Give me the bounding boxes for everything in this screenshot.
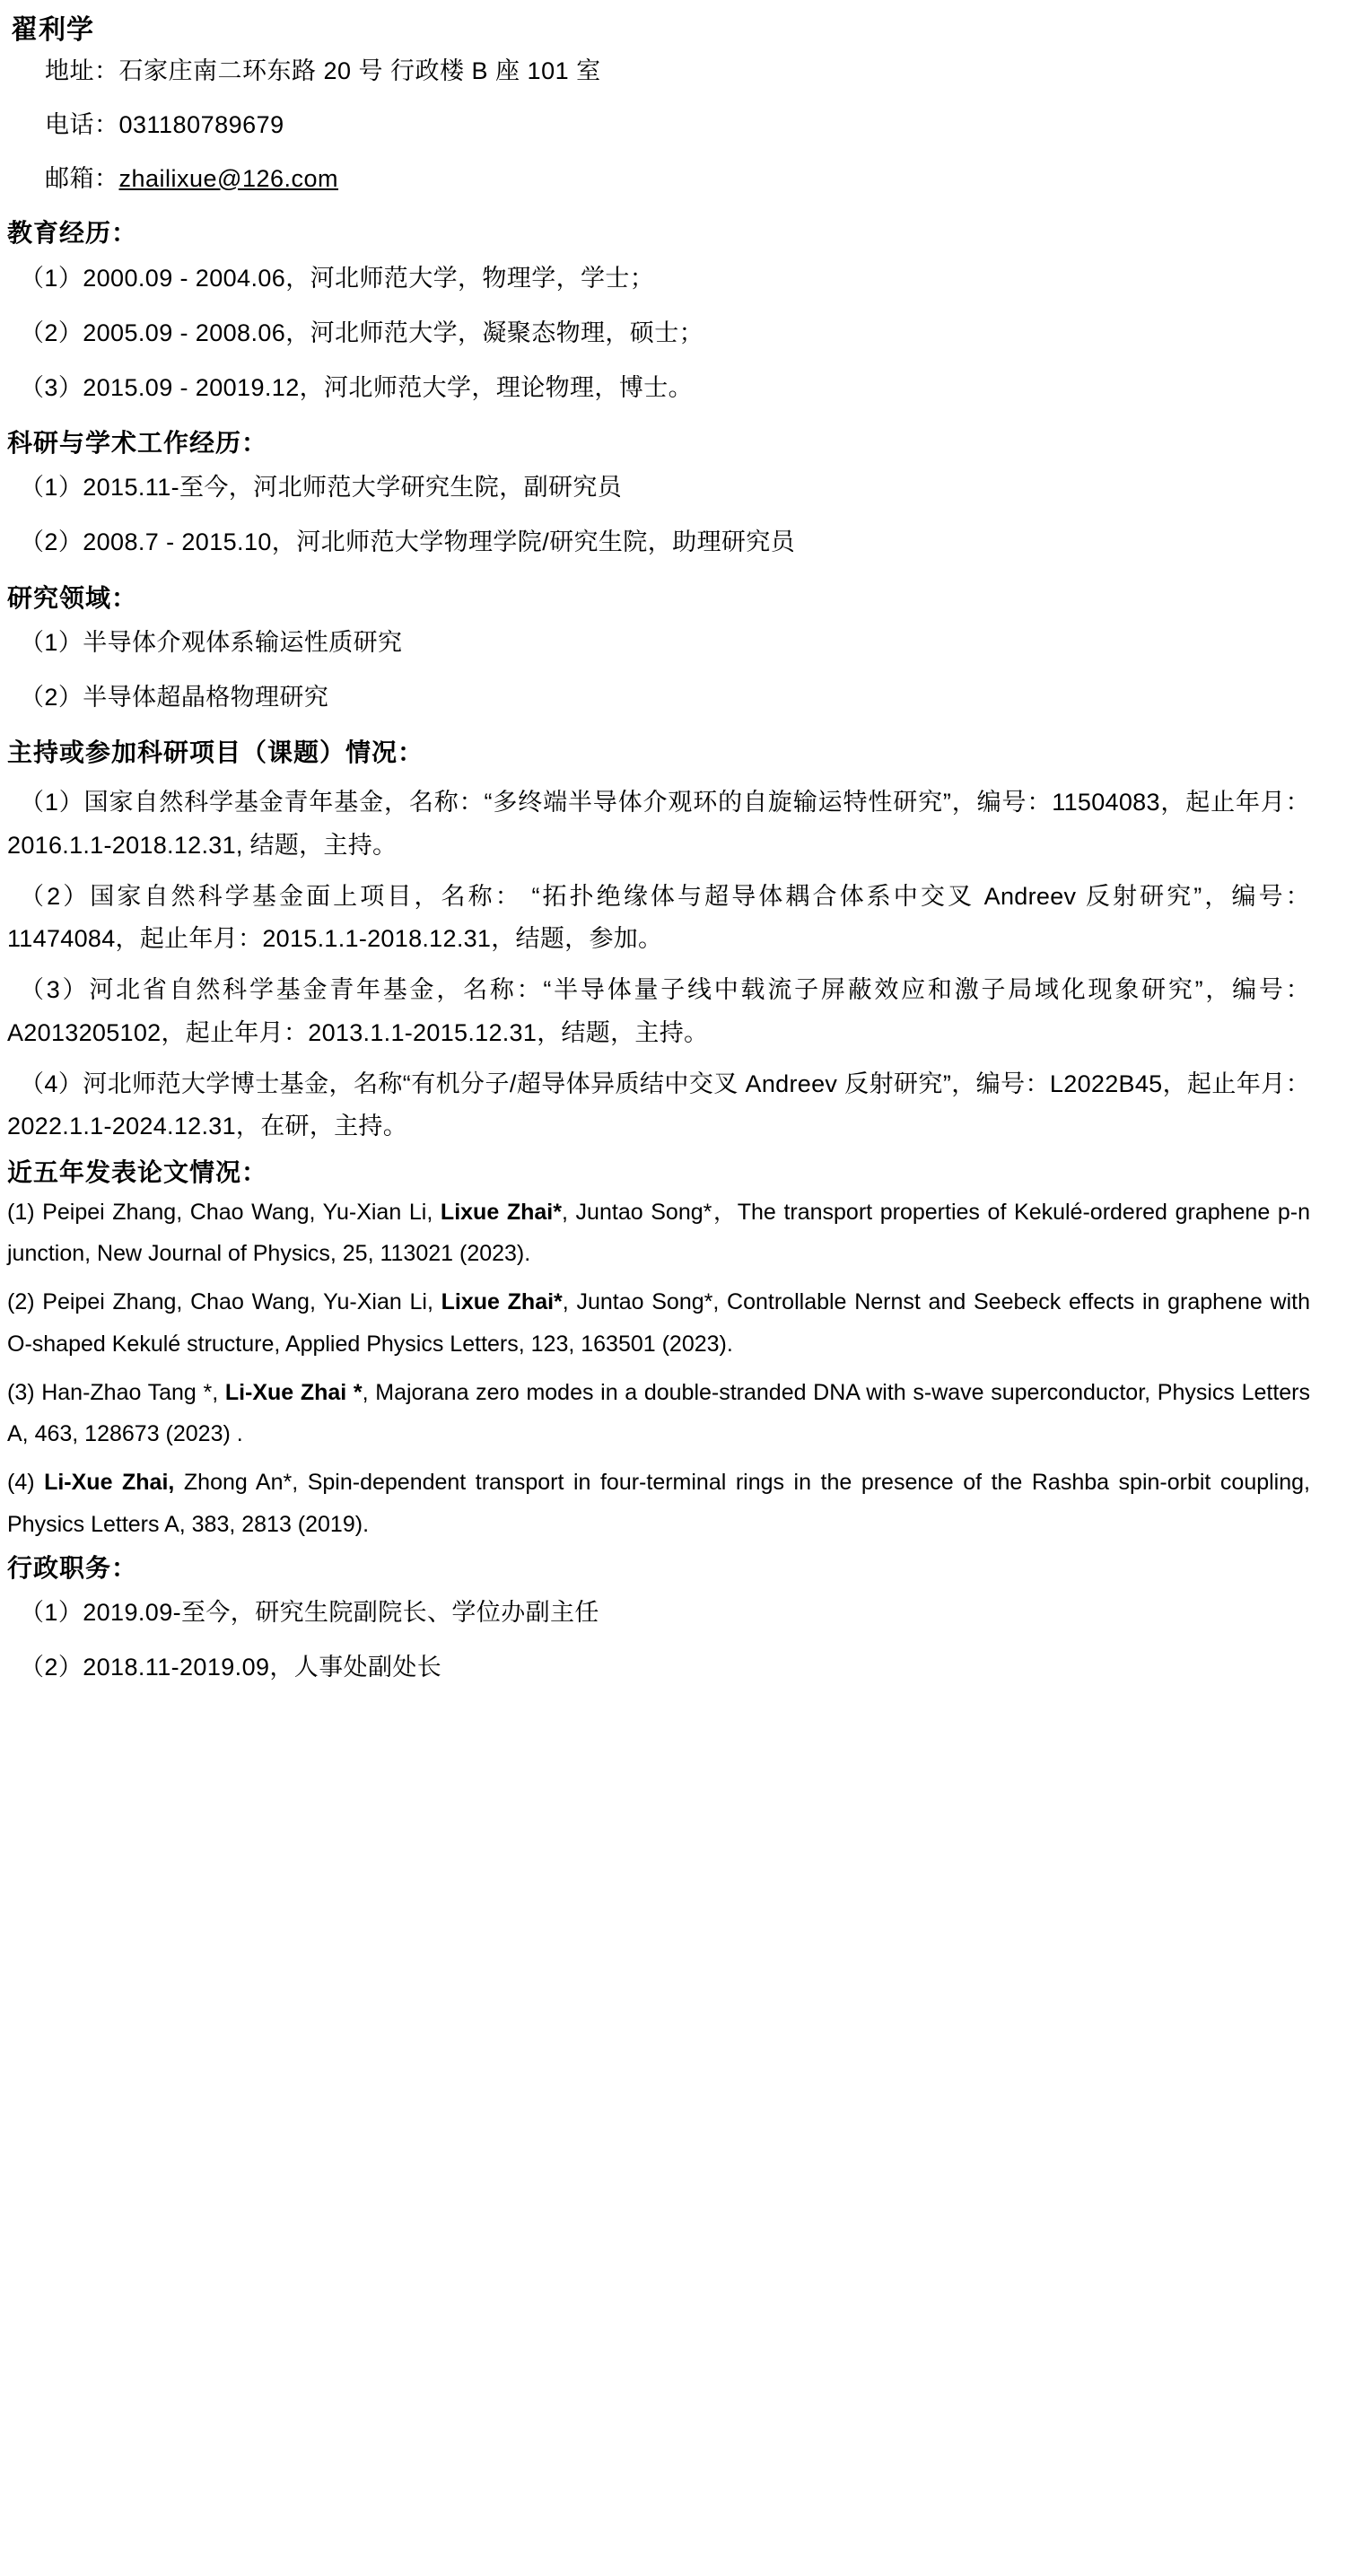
address-value: 石家庄南二环东路 20 号 行政楼 B 座 101 室 [118,57,601,84]
section-heading-research-areas: 研究领域： [7,583,138,612]
work-item: （1）2015.11-至今，河北师范大学研究生院，副研究员 [20,474,623,502]
project-item: （3）河北省自然科学基金青年基金，名称：“半导体量子线中载流子屏蔽效应和激子局域化现象研究”，编号：A2013205102，起止年月：2013.1.1-2015.12.31，结题，主持。 [7,976,1310,1046]
publication-item [7,1462,1310,1545]
publication-prefix: (3) Han-Zhao Tang *, [7,1379,225,1405]
publication-prefix: (4) [7,1470,45,1496]
section-heading-admin: 行政职务： [7,1553,138,1582]
work-item: （2）2008.7 - 2015.10，河北师范大学物理学院/研究生院，助理研究员 [20,528,796,556]
phone-line [45,110,1310,141]
project-item: （4）河北师范大学博士基金，名称“有机分子/超导体异质结中交叉 Andreev 反射研究”，编号：L2022B45，起止年月：2022.1.1-2024.12.31，在研，主持。 [7,1070,1310,1140]
publication-author-highlight: Li-Xue Zhai, [44,1470,175,1496]
research-area-item: （1）半导体介观体系输运性质研究 [20,628,403,656]
education-item: （2）2005.09 - 2008.06，河北师范大学，凝聚态物理，硕士； [20,319,704,346]
email-link[interactable]: zhailixue@126.com [118,164,339,192]
address-line [45,57,1310,87]
project-item: （1）国家自然科学基金青年基金，名称：“多终端半导体介观环的自旋输运特性研究”，编号：11504083，起止年月：2016.1.1-2018.12.31, 结题，主持。 [7,789,1310,859]
section-heading-publications: 近五年发表论文情况： [7,1158,268,1187]
publication-item [7,1372,1310,1455]
section-heading-education: 教育经历： [7,219,138,248]
email-label: 邮箱： [45,164,119,192]
address-label: 地址： [45,57,119,84]
publication-author-highlight: Li-Xue Zhai * [224,1379,363,1405]
publication-rest: , Juntao Song*, Controllable Nernst and Seebeck effects in graphene with O-shaped Kekulé structure, Applied Physics Letters, 123, 163501 (2023). [7,1289,1310,1357]
email-line [45,164,1310,195]
section-heading-work: 科研与学术工作经历： [7,428,268,457]
phone-label: 电话： [45,110,119,138]
publication-rest: , Juntao Song*，The transport properties of Kekulé-ordered graphene p-n junction, New Journal of Physics, 25, 113021 (2023). [7,1199,1311,1267]
page-title: 翟利学 [11,15,94,45]
admin-item: （2）2018.11-2019.09，人事处副处长 [20,1654,442,1681]
publication-prefix: (1) Peipei Zhang, Chao Wang, Yu-Xian Li, [7,1199,441,1225]
project-item: （2）国家自然科学基金面上项目，名称： “拓扑绝缘体与超导体耦合体系中交叉 Andreev 反射研究”，编号：11474084，起止年月：2015.1.1-2018.12.31，结题，参加。 [7,882,1310,953]
phone-value: 031180789679 [118,110,284,138]
section-heading-projects: 主持或参加科研项目（课题）情况： [7,738,424,767]
publication-rest: , Majorana zero modes in a double-stranded DNA with s-wave superconductor, Physics Letters A, 463, 128673 (2023) . [7,1379,1310,1447]
admin-item: （1）2019.09-至今，研究生院副院长、学位办副主任 [20,1599,599,1627]
publication-author-highlight: Lixue Zhai* [441,1289,563,1315]
publication-rest: Zhong An*, Spin-dependent transport in four-terminal rings in the presence of the Rashba spin-orbit coupling, Physics Letters A, 383, 2813 (2019). [7,1470,1310,1537]
education-item: （3）2015.09 - 20019.12，河北师范大学，理论物理，博士。 [20,373,694,401]
education-item: （1）2000.09 - 2004.06，河北师范大学，物理学，学士； [20,264,655,292]
publication-item [7,1281,1310,1365]
publication-prefix: (2) Peipei Zhang, Chao Wang, Yu-Xian Li, [7,1289,441,1315]
publication-author-highlight: Lixue Zhai* [440,1199,562,1225]
research-area-item: （2）半导体超晶格物理研究 [20,683,329,711]
publication-item [7,1192,1310,1275]
